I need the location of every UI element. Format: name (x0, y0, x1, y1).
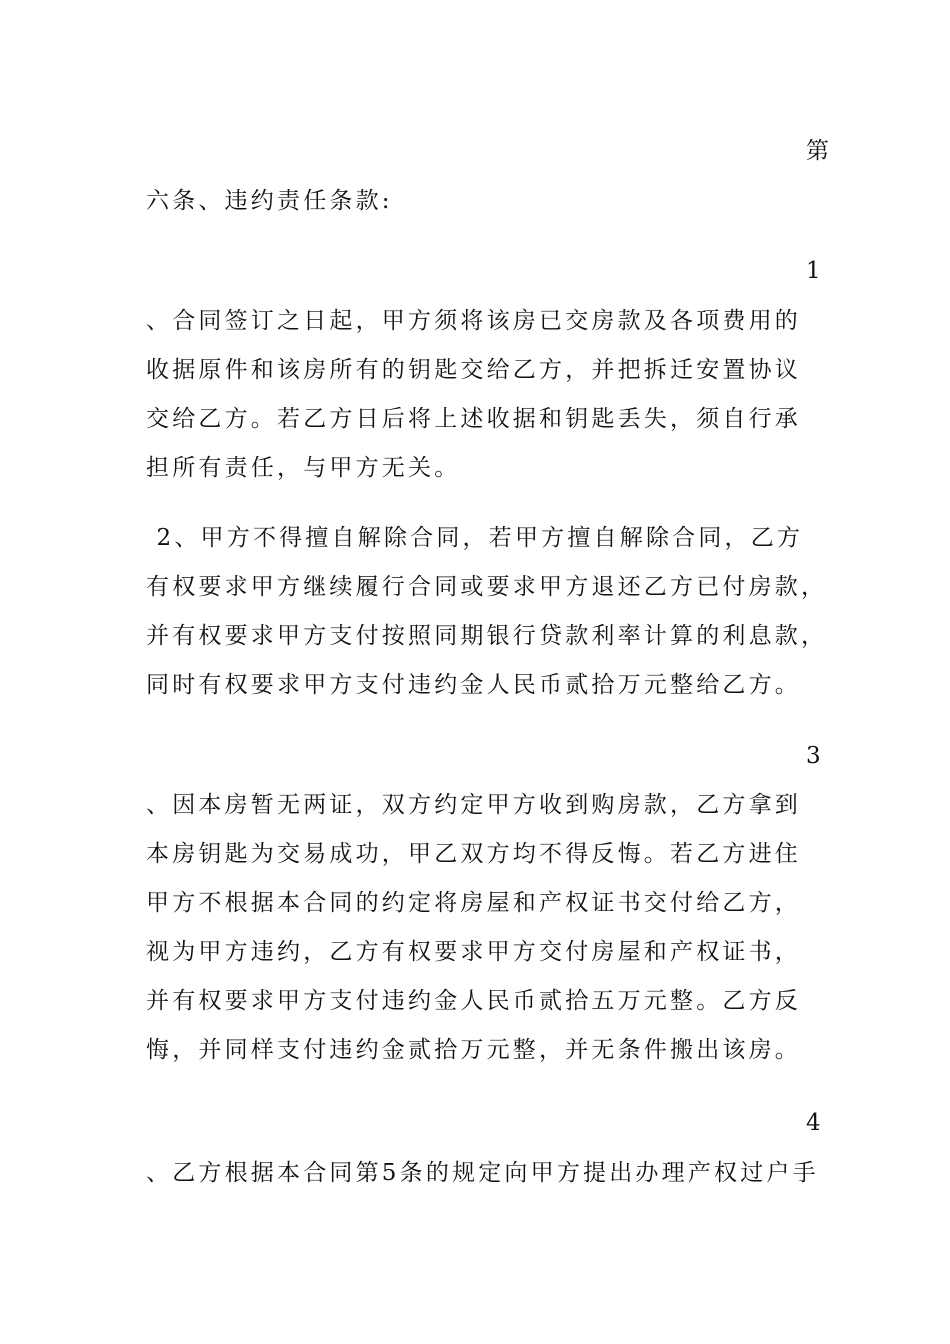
paragraph-line: 交给乙方。若乙方日后将上述收据和钥匙丢失，须自行承 (146, 406, 801, 432)
item-number-1: 1 (806, 258, 821, 284)
paragraph-line: 并有权要求甲方支付违约金人民币贰拾五万元整。乙方反 (146, 988, 801, 1014)
article-marker-di: 第 (806, 138, 829, 164)
item-number-3: 3 (806, 743, 821, 769)
paragraph-line: 、因本房暂无两证，双方约定甲方收到购房款，乙方拿到 (146, 792, 801, 818)
paragraph-line: 悔，并同样支付违约金贰拾万元整，并无条件搬出该房。 (146, 1037, 801, 1063)
paragraph-line: 2、甲方不得擅自解除合同，若甲方擅自解除合同，乙方 (146, 525, 804, 551)
paragraph-line: 并有权要求甲方支付按照同期银行贷款利率计算的利息款， (146, 623, 828, 649)
paragraph-line: 视为甲方违约，乙方有权要求甲方交付房屋和产权证书， (146, 939, 801, 965)
paragraph-line: 有权要求甲方继续履行合同或要求甲方退还乙方已付房款， (146, 574, 828, 600)
paragraph-line: 、合同签订之日起，甲方须将该房已交房款及各项费用的 (146, 308, 801, 334)
paragraph-line: 担所有责任，与甲方无关。 (146, 455, 461, 481)
article-six-heading: 六条、违约责任条款: (146, 188, 393, 214)
paragraph-line: 同时有权要求甲方支付违约金人民币贰拾万元整给乙方。 (146, 672, 801, 698)
item-number-4: 4 (806, 1110, 821, 1136)
paragraph-line: 甲方不根据本合同的约定将房屋和产权证书交付给乙方， (146, 890, 801, 916)
paragraph-line: 收据原件和该房所有的钥匙交给乙方，并把拆迁安置协议 (146, 357, 801, 383)
paragraph-line: 本房钥匙为交易成功，甲乙双方均不得反悔。若乙方进住 (146, 841, 801, 867)
paragraph-line: 、乙方根据本合同第5条的规定向甲方提出办理产权过户手 (146, 1160, 819, 1186)
